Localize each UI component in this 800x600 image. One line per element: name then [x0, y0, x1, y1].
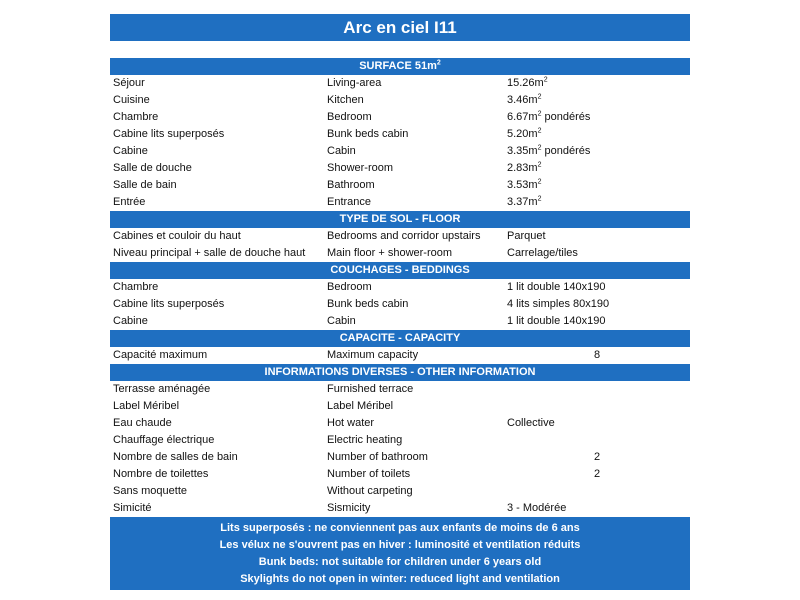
- warning-line: Skylights do not open in winter: reduced light and ventilation: [240, 573, 560, 585]
- beddings-row-value: 4 lits simples 80x190: [507, 298, 610, 310]
- other-row: [110, 500, 690, 517]
- surface-row-en: Bedroom: [327, 111, 372, 123]
- beddings-row-value: 1 lit double 140x190: [507, 281, 606, 293]
- surface-value: 3.53m: [507, 179, 538, 191]
- surface-row-bathroom: [110, 177, 690, 194]
- surface-header: [110, 58, 690, 75]
- surface-row-entrance: [110, 194, 690, 211]
- surface-note: pondérés: [541, 145, 591, 157]
- floor-header: TYPE DE SOL - FLOOR: [110, 211, 690, 228]
- surface-value: 2.83m: [507, 162, 538, 174]
- surface-row-en: Bunk beds cabin: [327, 128, 409, 140]
- beddings-row-fr: Cabine: [113, 315, 148, 327]
- warnings-footer: [110, 517, 690, 590]
- surface-row-en: Living-area: [327, 77, 382, 89]
- surface-sup: 2: [537, 127, 542, 135]
- other-row-en: Hot water: [327, 417, 375, 429]
- other-row-fr: Label Méribel: [113, 400, 180, 412]
- surface-row-fr: Cabine: [113, 145, 148, 157]
- other-row: [110, 398, 690, 415]
- other-row-fr: Nombre de salles de bain: [113, 451, 238, 463]
- beddings-row: [110, 279, 690, 296]
- other-row-value: 2: [593, 468, 601, 480]
- other-row: [110, 483, 690, 500]
- other-row: [110, 466, 690, 483]
- other-row-fr: Chauffage électrique: [113, 434, 215, 446]
- surface-sup: 2: [537, 93, 542, 101]
- beddings-row: [110, 296, 690, 313]
- other-row-fr: Simicité: [113, 502, 152, 514]
- warning-line: Bunk beds: not suitable for children under 6 years old: [258, 556, 542, 568]
- surface-row-fr: Salle de bain: [113, 179, 177, 191]
- other-row: [110, 415, 690, 432]
- other-row-en: Number of toilets: [327, 468, 411, 480]
- surface-value: 5.20m: [507, 128, 538, 140]
- floor-row: [110, 228, 690, 245]
- floor-row-value: Parquet: [507, 230, 546, 242]
- surface-value: 6.67m: [507, 111, 538, 123]
- other-row-en: Sismicity: [327, 502, 371, 514]
- sheet-title: Arc en ciel I11: [110, 14, 690, 41]
- floor-row-en: Main floor + shower-room: [327, 247, 453, 259]
- surface-value: 3.37m: [507, 196, 538, 208]
- floor-row: [110, 245, 690, 262]
- surface-row-fr: Cabine lits superposés: [113, 128, 225, 140]
- other-row-en: Number of bathroom: [327, 451, 428, 463]
- beddings-header: COUCHAGES - BEDDINGS: [110, 262, 690, 279]
- beddings-row-value: 1 lit double 140x190: [507, 315, 606, 327]
- other-row: [110, 381, 690, 398]
- surface-row-en: Entrance: [327, 196, 372, 208]
- surface-row-value: [507, 160, 687, 177]
- surface-sup: 2: [537, 110, 542, 118]
- surface-sup: 2: [537, 161, 542, 169]
- other-row-value: Collective: [507, 417, 555, 429]
- warning-line: Lits superposés : ne conviennent pas aux enfants de moins de 6 ans: [220, 522, 580, 534]
- surface-sup: 2: [543, 76, 548, 84]
- beddings-row: [110, 313, 690, 330]
- info-sheet: [110, 14, 690, 590]
- other-row-en: Electric heating: [327, 434, 403, 446]
- other-row-en: Without carpeting: [327, 485, 413, 497]
- surface-row-fr: Cuisine: [113, 94, 150, 106]
- capacity-row-fr: Capacité maximum: [113, 349, 208, 361]
- surface-row-cuisine: [110, 92, 690, 109]
- surface-sup: 2: [537, 195, 542, 203]
- other-row-value: [507, 483, 687, 500]
- surface-row-shower: [110, 160, 690, 177]
- surface-row-chambre: [110, 109, 690, 126]
- surface-row-en: Kitchen: [327, 94, 364, 106]
- surface-row-value: [507, 92, 687, 109]
- capacity-row-en: Maximum capacity: [327, 349, 419, 361]
- surface-row-value: [507, 143, 687, 160]
- warning-line: Les vélux ne s'ouvrent pas en hiver : luminosité et ventilation réduits: [219, 539, 581, 551]
- surface-row-fr: Séjour: [113, 77, 145, 89]
- surface-value: 15.26m: [507, 77, 544, 89]
- capacity-row-value: 8: [593, 349, 601, 361]
- surface-value: 3.46m: [507, 94, 538, 106]
- surface-row-value: [507, 194, 687, 211]
- other-row-value: [507, 381, 687, 398]
- beddings-row-en: Cabin: [327, 315, 356, 327]
- surface-note: pondérés: [541, 111, 591, 123]
- other-row-fr: Nombre de toilettes: [113, 468, 209, 480]
- other-row-value: 2: [593, 451, 601, 463]
- floor-row-en: Bedrooms and corridor upstairs: [327, 230, 481, 242]
- beddings-row-en: Bunk beds cabin: [327, 298, 409, 310]
- other-row-en: Label Méribel: [327, 400, 394, 412]
- other-row-value: 3 - Modérée: [507, 502, 567, 514]
- surface-row-value: [507, 75, 687, 92]
- beddings-row-en: Bedroom: [327, 281, 372, 293]
- surface-value: 3.35m: [507, 145, 538, 157]
- surface-row-fr: Chambre: [113, 111, 159, 123]
- other-row-fr: Eau chaude: [113, 417, 172, 429]
- surface-row-sejour: [110, 75, 690, 92]
- capacity-row: [110, 347, 690, 364]
- other-row-fr: Sans moquette: [113, 485, 187, 497]
- surface-row-fr: Entrée: [113, 196, 146, 208]
- other-row: [110, 449, 690, 466]
- surface-row-bunk-cabin: [110, 126, 690, 143]
- beddings-row-fr: Cabine lits superposés: [113, 298, 225, 310]
- other-row-value: [507, 398, 687, 415]
- surface-row-cabin: [110, 143, 690, 160]
- surface-row-en: Shower-room: [327, 162, 394, 174]
- other-row-fr: Terrasse aménagée: [113, 383, 211, 395]
- other-row-value: [507, 432, 687, 449]
- capacity-header: CAPACITE - CAPACITY: [110, 330, 690, 347]
- surface-header-text: SURFACE 51m: [359, 60, 437, 72]
- other-header: INFORMATIONS DIVERSES - OTHER INFORMATION: [110, 364, 690, 381]
- surface-row-en: Bathroom: [327, 179, 375, 191]
- surface-row-en: Cabin: [327, 145, 356, 157]
- beddings-row-fr: Chambre: [113, 281, 159, 293]
- floor-row-fr: Niveau principal + salle de douche haut: [113, 247, 306, 259]
- other-row: [110, 432, 690, 449]
- surface-sup: 2: [537, 144, 542, 152]
- floor-row-fr: Cabines et couloir du haut: [113, 230, 241, 242]
- surface-header-sup: 2: [436, 59, 441, 67]
- floor-row-value: Carrelage/tiles: [507, 247, 578, 259]
- surface-row-value: [507, 126, 687, 143]
- surface-row-value: [507, 109, 687, 126]
- surface-row-fr: Salle de douche: [113, 162, 192, 174]
- other-row-en: Furnished terrace: [327, 383, 414, 395]
- surface-row-value: [507, 177, 687, 194]
- surface-sup: 2: [537, 178, 542, 186]
